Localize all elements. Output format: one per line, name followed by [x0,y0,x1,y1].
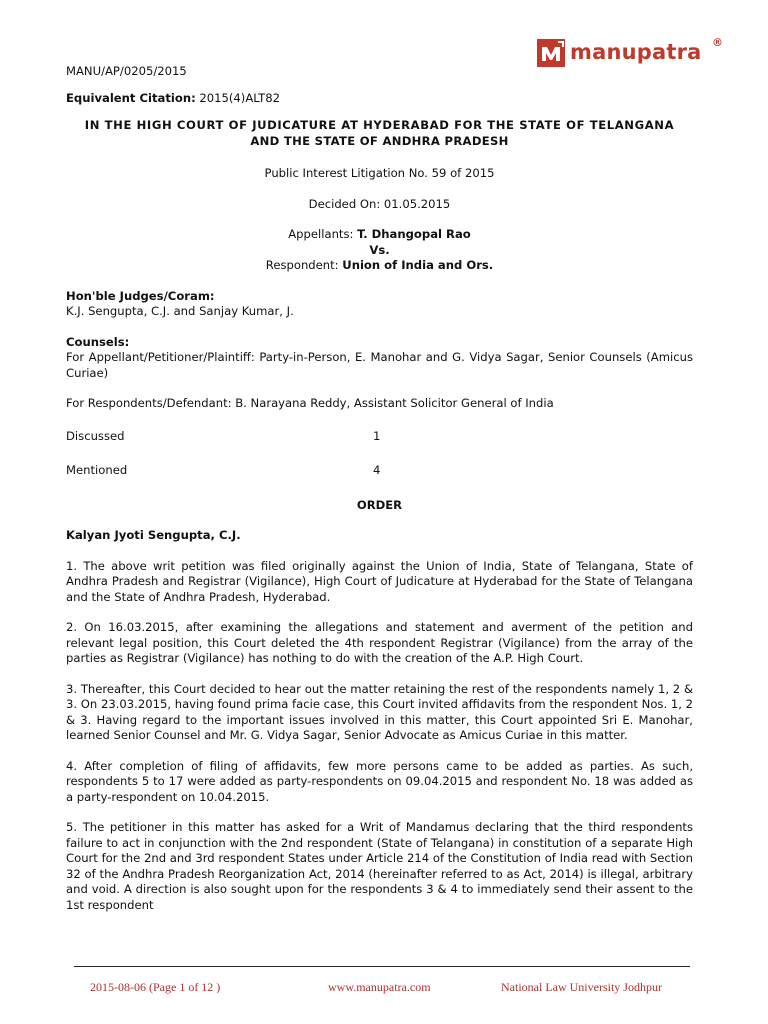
counsels-heading: Counsels: [66,334,130,349]
footer-divider [74,966,690,967]
stat-label: Discussed [66,428,125,443]
footer-site-link[interactable]: www.manupatra.com [328,980,431,994]
equivalent-citation-value: 2015(4)ALT82 [195,90,280,105]
respondent [66,258,693,274]
citation-id: MANU/AP/0205/2015 [66,64,187,78]
paragraph-4: 4. After completion of filing of affidavits, few more persons came to be added as parties. As such, respondents 5 to 17 were added as party-respondents on 09.04.2015 and respondent No. 18 was added as a party-respondent on 10.04.2015. [66,758,693,804]
equivalent-citation-label: Equivalent Citation: [66,90,196,105]
court-title-line1: IN THE HIGH COURT OF JUDICATURE AT HYDERABAD FOR THE STATE OF TELANGANA [84,118,675,132]
registered-mark: ® [712,36,723,49]
decided-on: Decided On: 01.05.2015 [308,196,451,211]
appellants-label: Appellants: [288,227,358,241]
footer-institution: National Law University Jodhpur [501,980,662,994]
versus: Vs. [369,242,390,257]
paragraph-5: 5. The petitioner in this matter has asked for a Writ of Mandamus declaring that the third respondents failure to act in conjunction with the 2nd respondent (State of Telangana) in constitution of a separate High Court for the 2nd and 3rd respondent States under Article 214 of the Constitution of India read with Section 32 of the Andhra Pradesh Reorganization Act, 2014 (hereinafter referred to as Act, 2014) is illegal, arbitrary and void. A direction is also sought upon for the respondents 3 & 4 to immediately send their assent to the 1st respondent [66,820,693,912]
stat-value: 1 [373,428,381,443]
judges-names: K.J. Sengupta, C.J. and Sanjay Kumar, J. [66,304,294,318]
stat-value: 4 [373,463,381,477]
footer-date-page: 2015-08-06 (Page 1 of 12 ) [90,980,221,994]
judges-heading: Hon'ble Judges/Coram: [66,288,215,303]
stat-label: Mentioned [66,463,128,477]
appellants-name: T. Dhangopal Rao [357,227,471,241]
respondent-name: Union of India and Ors. [342,258,494,272]
paragraph-3: 3. Thereafter, this Court decided to hear out the matter retaining the rest of the respondents namely 1, 2 & 3. On 23.03.2015, having found prima facie case, this Court invited affidavits from the respondent Nos. 1, 2 & 3. Having regard to the important issues involved in this matter, this Court appointed Sri E. Manohar, learned Senior Counsel and Mr. G. Vidya Sagar, Senior Advocate as Amicus Curiae in this matter. [66,681,693,742]
paragraph-2: 2. On 16.03.2015, after examining the allegations and statement and averment of the petition and relevant legal position, this Court deleted the 4th respondent Registrar (Vigilance) from the array of the parties as Registrar (Vigilance) has nothing to do with the creation of the A.P. High Court. [66,620,693,665]
stat-row-discussed [66,429,693,445]
stat-row-mentioned [66,463,693,479]
paragraph-1: 1. The above writ petition was filed originally against the Union of India, State of Telangana, State of Andhra Pradesh and Registrar (Vigilance), High Court of Judicature at Hyderabad for the State of Telangana and the State of Andhra Pradesh, Hyderabad. [66,558,693,604]
order-author: Kalyan Jyoti Sengupta, C.J. [66,528,241,542]
respondent-label: Respondent: [265,258,343,272]
court-title-line2: AND THE STATE OF ANDHRA PRADESH [250,133,509,148]
logo-wordmark: manupatra [570,40,702,64]
document-body [66,64,693,913]
order-heading: ORDER [356,497,403,512]
equivalent-citation [66,91,693,107]
counsel-respondent: For Respondents/Defendant: B. Narayana Reddy, Assistant Solicitor General of India [66,396,554,410]
appellants [66,227,693,243]
counsel-appellant: For Appellant/Petitioner/Plaintiff: Party-in-Person, E. Manohar and G. Vidya Sagar, Senior Counsels (Amicus Curiae) [66,350,693,380]
case-number: Public Interest Litigation No. 59 of 2015 [264,166,495,180]
